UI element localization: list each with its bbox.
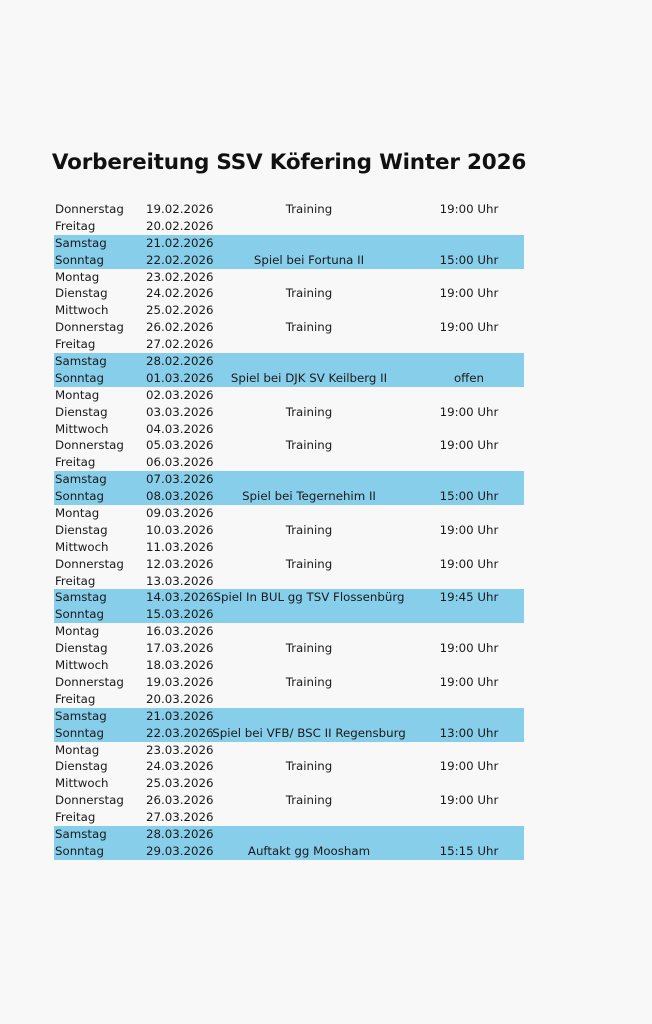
schedule-row-weekend: [54, 471, 524, 488]
schedule-row: [54, 454, 524, 471]
day-cell: Donnerstag: [55, 320, 124, 335]
date-cell: 26.02.2026: [146, 320, 214, 335]
day-cell: Montag: [55, 387, 100, 402]
day-cell: Freitag: [55, 810, 96, 825]
day-cell: Dienstag: [55, 759, 108, 774]
time-cell: 15:15 Uhr: [439, 843, 499, 858]
schedule-row-weekend: [54, 353, 524, 370]
schedule-row: [54, 201, 524, 218]
time-cell: 15:00 Uhr: [439, 252, 499, 267]
date-cell: 25.02.2026: [146, 303, 214, 318]
day-cell: Donnerstag: [55, 793, 124, 808]
schedule-row-weekend: [54, 708, 524, 725]
date-cell: 18.03.2026: [146, 658, 214, 673]
date-cell: 24.02.2026: [146, 286, 214, 301]
day-cell: Donnerstag: [55, 674, 124, 689]
event-cell: Training: [285, 641, 333, 656]
event-cell: Training: [285, 438, 333, 453]
day-cell: Sonntag: [55, 725, 105, 740]
date-cell: 03.03.2026: [146, 404, 214, 419]
date-cell: 19.02.2026: [146, 202, 214, 216]
day-cell: Sonntag: [55, 843, 105, 858]
schedule-row-weekend: [54, 826, 524, 843]
schedule-row: [54, 556, 524, 573]
time-cell: 19:00 Uhr: [439, 320, 499, 335]
schedule-row: [54, 218, 524, 235]
day-cell: Mittwoch: [55, 776, 109, 791]
day-cell: Donnerstag: [55, 438, 124, 453]
schedule-row-weekend: [54, 843, 524, 860]
schedule-row-weekend: [54, 488, 524, 505]
day-cell: Samstag: [55, 590, 107, 605]
day-cell: Sonntag: [55, 252, 105, 267]
date-cell: 05.03.2026: [146, 438, 214, 453]
date-cell: 22.02.2026: [146, 252, 214, 267]
event-cell: Training: [285, 556, 333, 571]
date-cell: 07.03.2026: [146, 472, 214, 487]
schedule-row: [54, 336, 524, 353]
date-cell: 08.03.2026: [146, 489, 214, 504]
event-cell: Spiel bei Tegernehim II: [242, 489, 376, 504]
day-cell: Samstag: [55, 354, 107, 369]
date-cell: 01.03.2026: [146, 370, 214, 385]
event-cell: Spiel In BUL gg TSV Flossenbürg: [213, 590, 405, 605]
date-cell: 28.03.2026: [146, 826, 214, 841]
date-cell: 02.03.2026: [146, 387, 214, 402]
day-cell: Montag: [55, 742, 100, 757]
schedule-row: [54, 623, 524, 640]
day-cell: Sonntag: [55, 489, 105, 504]
day-cell: Mittwoch: [55, 421, 109, 436]
event-cell: Training: [285, 202, 333, 216]
day-cell: Samstag: [55, 235, 107, 250]
event-cell: Spiel bei Fortuna II: [253, 252, 365, 267]
time-cell: 19:00 Uhr: [439, 438, 499, 453]
time-cell: 19:00 Uhr: [439, 522, 499, 537]
day-cell: Dienstag: [55, 286, 108, 301]
time-cell: 19:45 Uhr: [439, 590, 499, 605]
day-cell: Samstag: [55, 472, 107, 487]
schedule-row: [54, 742, 524, 759]
day-cell: Dienstag: [55, 522, 108, 537]
date-cell: 15.03.2026: [146, 607, 214, 622]
day-cell: Mittwoch: [55, 539, 109, 554]
date-cell: 16.03.2026: [146, 624, 214, 639]
event-cell: Training: [285, 404, 333, 419]
time-cell: 19:00 Uhr: [439, 286, 499, 301]
day-cell: Sonntag: [55, 370, 105, 385]
date-cell: 06.03.2026: [146, 455, 214, 470]
date-cell: 27.02.2026: [146, 337, 214, 352]
schedule-row-weekend: [54, 235, 524, 252]
date-cell: 04.03.2026: [146, 421, 214, 436]
date-cell: 09.03.2026: [146, 506, 214, 521]
date-cell: 19.03.2026: [146, 674, 214, 689]
schedule-row: [54, 522, 524, 539]
day-cell: Dienstag: [55, 641, 108, 656]
date-cell: 21.03.2026: [146, 708, 214, 723]
schedule-row: [54, 285, 524, 302]
date-cell: 12.03.2026: [146, 556, 214, 571]
date-cell: 14.03.2026: [146, 590, 214, 605]
schedule-row: [54, 387, 524, 404]
schedule-row-weekend: [54, 725, 524, 742]
date-cell: 26.03.2026: [146, 793, 214, 808]
day-cell: Freitag: [55, 691, 96, 706]
time-cell: 19:00 Uhr: [439, 641, 499, 656]
day-cell: Mittwoch: [55, 303, 109, 318]
schedule-row: [54, 404, 524, 421]
date-cell: 21.02.2026: [146, 235, 214, 250]
date-cell: 20.03.2026: [146, 691, 214, 706]
day-cell: Mittwoch: [55, 658, 109, 673]
schedule-row-weekend: [54, 252, 524, 269]
schedule-row: [54, 319, 524, 336]
time-cell: 13:00 Uhr: [439, 725, 499, 740]
schedule-row: [54, 691, 524, 708]
event-cell: Training: [285, 320, 333, 335]
time-cell: 19:00 Uhr: [439, 674, 499, 689]
day-cell: Samstag: [55, 826, 107, 841]
schedule-row: [54, 758, 524, 775]
event-cell: Training: [285, 793, 333, 808]
day-cell: Sonntag: [55, 607, 105, 622]
time-cell: 19:00 Uhr: [439, 793, 499, 808]
date-cell: 10.03.2026: [146, 522, 214, 537]
time-cell: 19:00 Uhr: [439, 759, 499, 774]
date-cell: 22.03.2026: [146, 725, 214, 740]
schedule-row: [54, 657, 524, 674]
schedule-table: [54, 201, 524, 860]
schedule-row: [54, 775, 524, 792]
schedule-row-weekend: [54, 370, 524, 387]
page-title: Vorbereitung SSV Köfering Winter 2026: [51, 150, 527, 175]
day-cell: Freitag: [55, 337, 96, 352]
schedule-row: [54, 792, 524, 809]
day-cell: Donnerstag: [55, 556, 124, 571]
event-cell: Training: [285, 286, 333, 301]
event-cell: Training: [285, 674, 333, 689]
date-cell: 23.03.2026: [146, 742, 214, 757]
day-cell: Donnerstag: [55, 202, 124, 216]
day-cell: Freitag: [55, 455, 96, 470]
event-cell: Auftakt gg Moosham: [247, 843, 371, 858]
schedule-row: [54, 539, 524, 556]
event-cell: Training: [285, 522, 333, 537]
schedule-row: [54, 437, 524, 454]
time-cell: 19:00 Uhr: [439, 404, 499, 419]
event-cell: Spiel bei VFB/ BSC II Regensburg: [212, 725, 406, 740]
event-cell: Spiel bei DJK SV Keilberg II: [230, 370, 388, 385]
event-cell: Training: [285, 759, 333, 774]
time-cell: 19:00 Uhr: [439, 202, 499, 216]
schedule-row-weekend: [54, 589, 524, 606]
day-cell: Montag: [55, 506, 100, 521]
schedule-row: [54, 809, 524, 826]
schedule-row: [54, 269, 524, 286]
day-cell: Montag: [55, 624, 100, 639]
time-cell: 19:00 Uhr: [439, 556, 499, 571]
schedule-row: [54, 505, 524, 522]
date-cell: 23.02.2026: [146, 269, 214, 284]
date-cell: 11.03.2026: [146, 539, 214, 554]
date-cell: 27.03.2026: [146, 810, 214, 825]
day-cell: Freitag: [55, 573, 96, 588]
day-cell: Freitag: [55, 218, 96, 233]
date-cell: 24.03.2026: [146, 759, 214, 774]
time-cell: 15:00 Uhr: [439, 489, 499, 504]
schedule-row: [54, 302, 524, 319]
schedule-row: [54, 674, 524, 691]
time-cell: offen: [453, 370, 485, 385]
day-cell: Montag: [55, 269, 100, 284]
schedule-row: [54, 640, 524, 657]
schedule-row: [54, 573, 524, 590]
date-cell: 29.03.2026: [146, 843, 214, 858]
date-cell: 13.03.2026: [146, 573, 214, 588]
schedule-row: [54, 421, 524, 438]
day-cell: Dienstag: [55, 404, 108, 419]
schedule-row-weekend: [54, 606, 524, 623]
date-cell: 28.02.2026: [146, 354, 214, 369]
day-cell: Samstag: [55, 708, 107, 723]
date-cell: 25.03.2026: [146, 776, 214, 791]
date-cell: 17.03.2026: [146, 641, 214, 656]
date-cell: 20.02.2026: [146, 218, 214, 233]
